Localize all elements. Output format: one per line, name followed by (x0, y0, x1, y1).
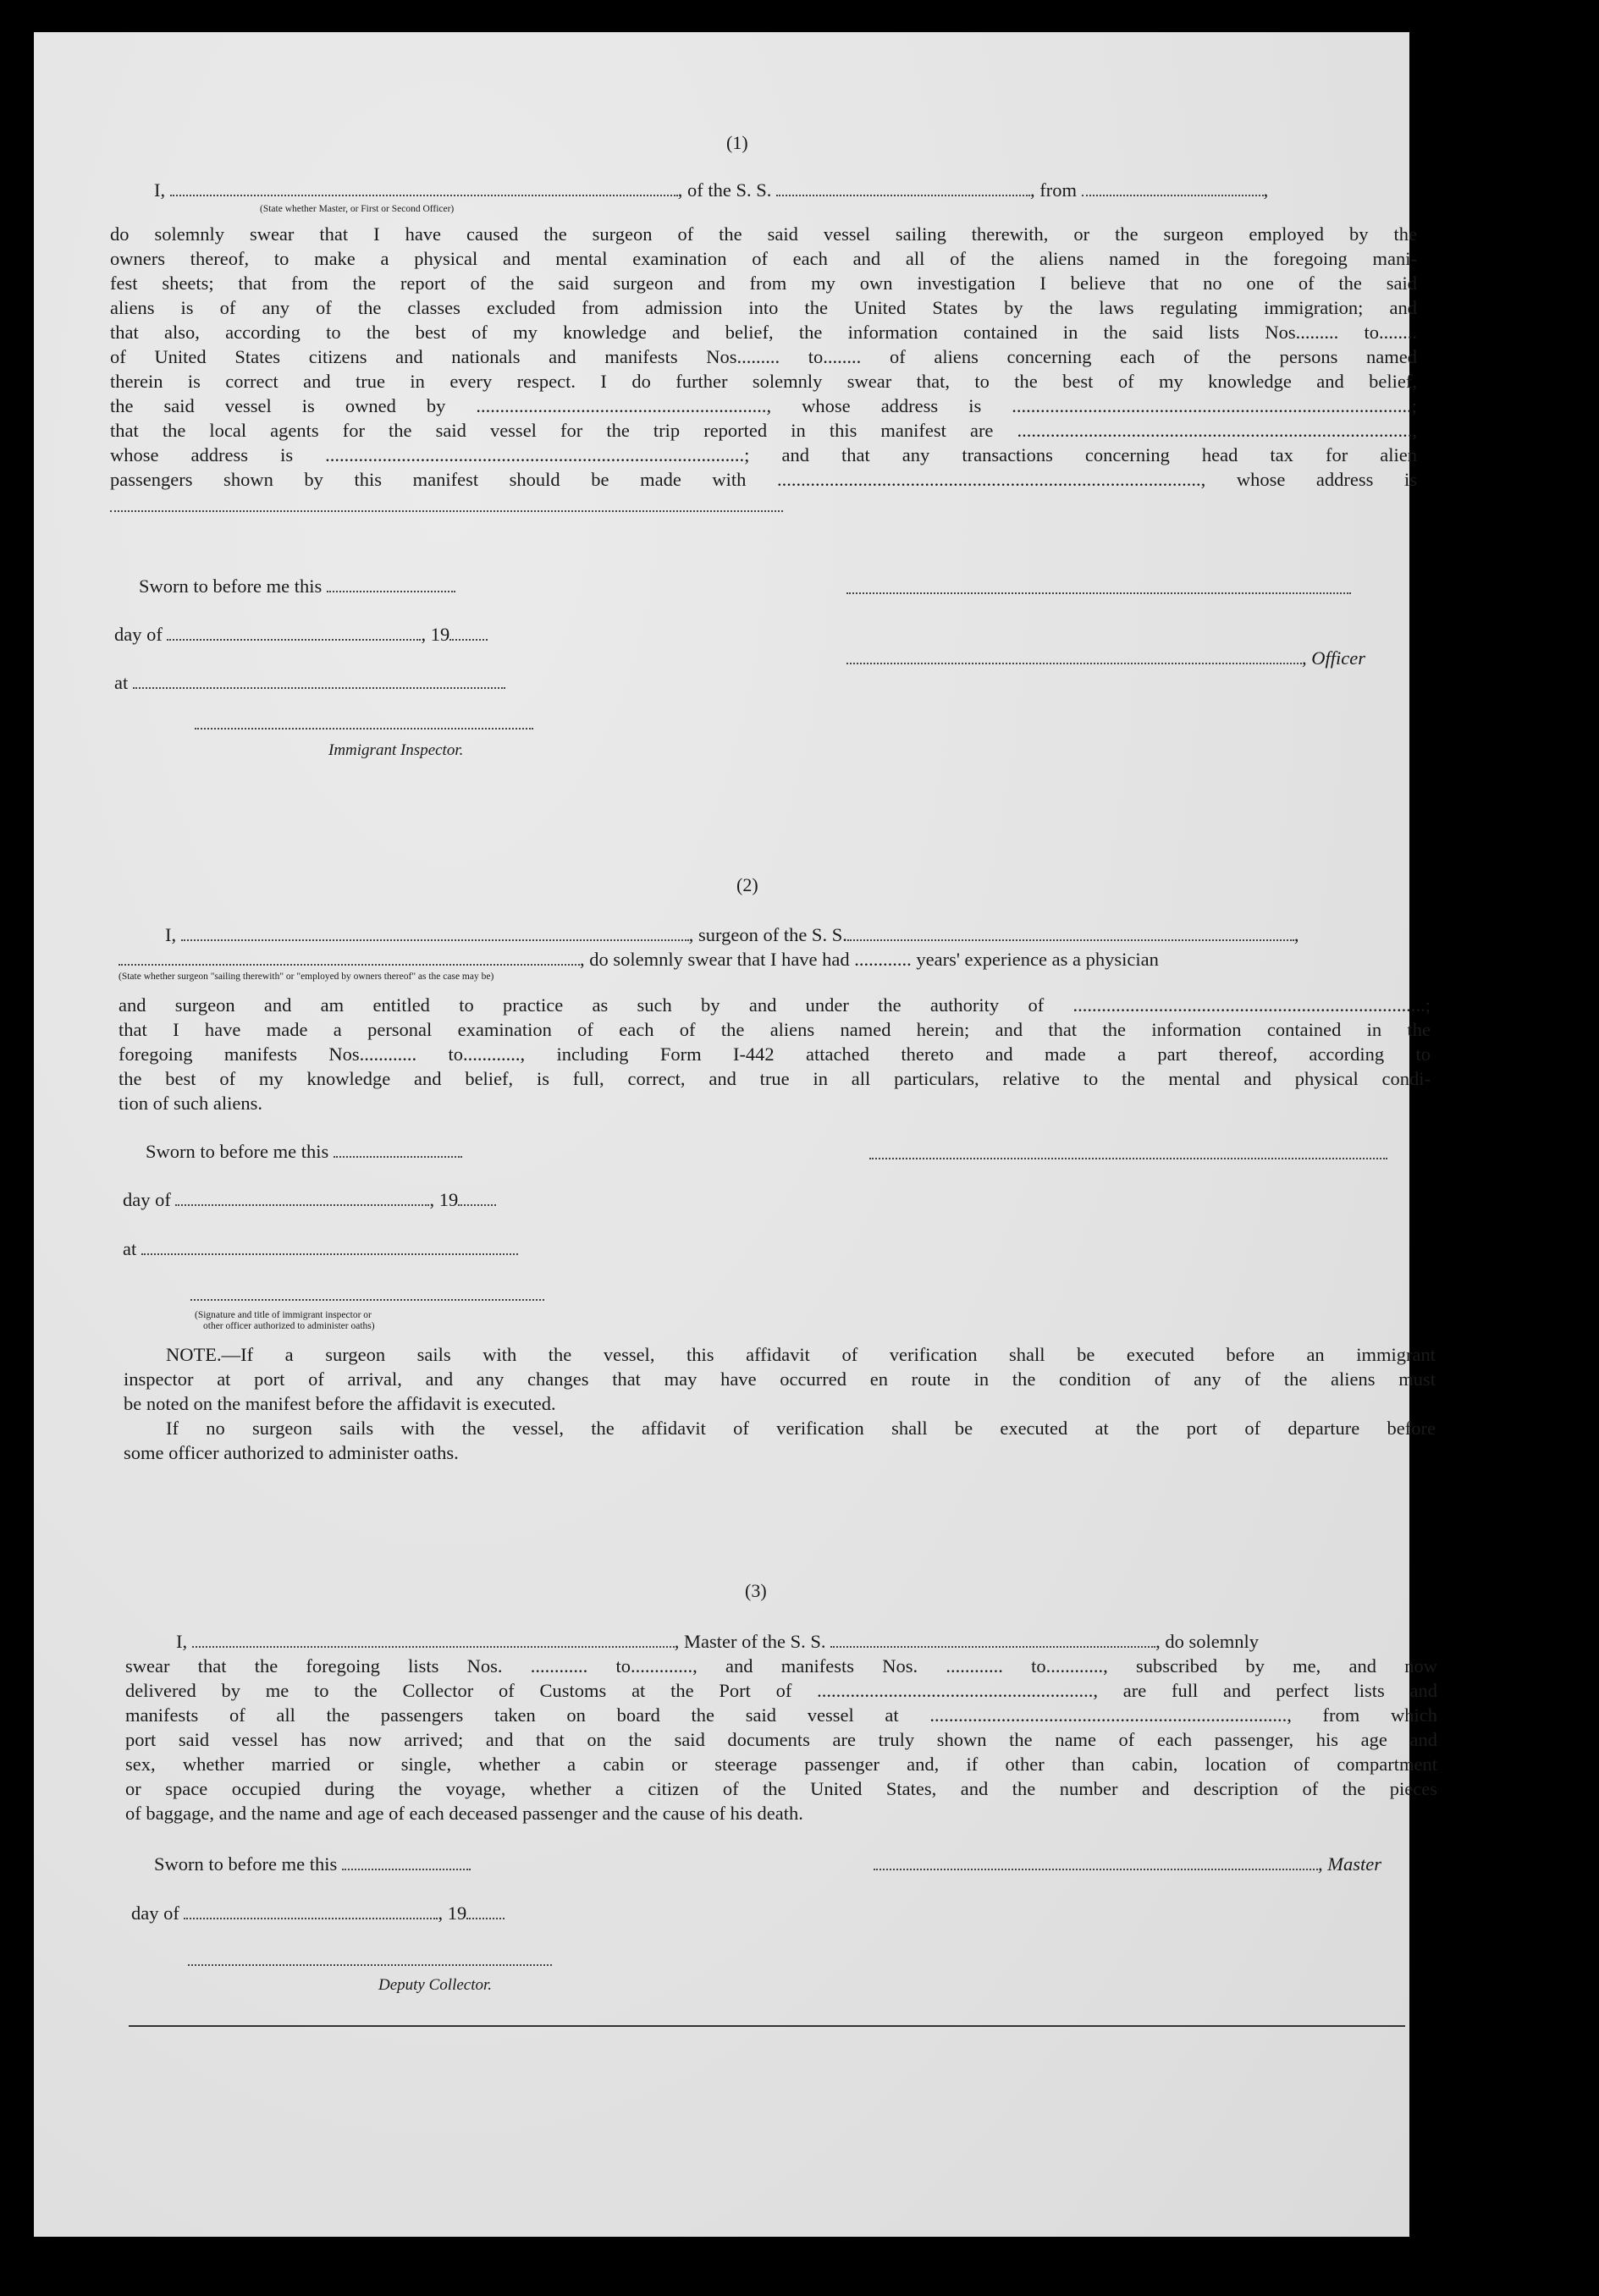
section-1-month-field[interactable] (167, 624, 421, 641)
punch-hole (1445, 89, 1487, 131)
section-1-para-line: do solemnly swear that I have caused the surgeon of the said vessel sailing therewith, or the surgeon employed by the (110, 223, 1417, 245)
section-1-officer (846, 646, 1365, 670)
section-1-para-line: that also, according to the best of my knowledge and belief, the information contained in the said lists Nos......... to........ (110, 322, 1417, 343)
vessel-name-field[interactable] (776, 179, 1030, 196)
punch-hole (1481, 1117, 1524, 1159)
section-1-day-of (114, 622, 488, 647)
section-3-line1-middle: , Master of the S. S. (674, 1631, 826, 1652)
section-2-surgeon-signature-line[interactable] (869, 1158, 1387, 1159)
section-3-master (874, 1852, 1381, 1876)
section-1-at-field[interactable] (133, 672, 505, 689)
section-1-para-line: therein is correct and true in every respect. I do further solemnly swear that, to the best of my knowledge and belief, (110, 371, 1417, 392)
section-2-heading: (2) (736, 874, 758, 895)
section-1-para-line: that the local agents for the said vessel for the trip reported in this manifest are ..................................................................................., (110, 420, 1417, 441)
section-2-sworn-label: Sworn to before me this (146, 1141, 329, 1162)
section-3-line1-end: , do solemnly (1155, 1631, 1259, 1652)
section-3-year-field[interactable] (466, 1902, 505, 1919)
section-1-heading: (1) (726, 132, 748, 153)
punch-hole (1475, 2165, 1515, 2205)
section-2-note-line: inspector at port of arrival, and any changes that may have occurred en route in the condition of any of the aliens must (124, 1368, 1436, 1390)
section-3-sworn-label: Sworn to before me this (154, 1853, 338, 1875)
section-1-inspector-label: Immigrant Inspector. (328, 741, 464, 759)
section-2-line1-tail: , (1293, 924, 1299, 945)
punch-hole (1464, 1505, 1504, 1545)
section-1-line1-end: , from (1030, 179, 1078, 201)
section-2-para-line: foregoing manifests Nos............ to............, including Form I-442 attached thereto and made a part thereof, according to (119, 1043, 1431, 1065)
section-2-line1-middle: , surgeon of the S. S. (688, 924, 847, 945)
section-1-para-line: whose address is ........................................................................................; and that any transactions concerning head tax for alien (110, 444, 1417, 465)
section-1-para-line: fest sheets; that from the report of the said surgeon and from my own investigation I believe that no one of the said (110, 273, 1417, 294)
form-page (34, 32, 1437, 2237)
note-text: —If a surgeon sails with the vessel, this affidavit of verification shall be executed before an immigrant (221, 1344, 1436, 1365)
section-3-deputy-label: Deputy Collector. (378, 1976, 493, 1994)
section-2-para-line: tion of such aliens. (119, 1093, 262, 1114)
section-2-line1-start: I, (165, 924, 177, 945)
section-1-para-line: passengers shown by this manifest should be made with ........................................................................................., whose address is (110, 469, 1417, 490)
section-3-para-line: of baggage, and the name and age of each deceased passenger and the cause of his death. (125, 1803, 803, 1824)
section-2-line2-text: , do solemnly swear that I have had ............ years' experience as a physician (580, 949, 1159, 970)
section-1-line1 (154, 178, 1415, 202)
section-2-para-line: the best of my knowledge and belief, is full, correct, and true in all particulars, relative to the mental and physical condi- (119, 1068, 1431, 1089)
section-3-master-label: , Master (1318, 1853, 1381, 1875)
section-1-officer-label: , Officer (1302, 647, 1365, 669)
section-3-day-of (131, 1901, 505, 1925)
section-2-sworn-date-field[interactable] (334, 1141, 462, 1158)
section-1-line1-note: (State whether Master, or First or Second Officer) (260, 204, 455, 214)
punch-hole (1448, 620, 1489, 661)
section-2-year-field[interactable] (458, 1189, 496, 1206)
section-2-line2 (119, 947, 1159, 972)
section-3-month-field[interactable] (184, 1902, 438, 1919)
section-3-heading: (3) (745, 1580, 767, 1601)
section-2-sig-note-1: (Signature and title of immigrant inspector or (195, 1310, 372, 1320)
section-3-para-line: delivered by me to the Collector of Customs at the Port of .........................................................., are full and perfect lists and (125, 1680, 1437, 1701)
section-2-month-field[interactable] (175, 1189, 429, 1206)
section-1-officer-signature-line[interactable] (846, 592, 1351, 594)
section-2-para-line: and surgeon and am entitled to practice as such by and under the authority of ..........................................................................; (119, 994, 1431, 1016)
section-2-day-of (123, 1187, 496, 1212)
section-3-sworn (154, 1852, 471, 1876)
section-3-para-line: or space occupied during the voyage, whether a citizen of the United States, and the number and description of the pieces (125, 1778, 1437, 1799)
section-3-para-line: manifests of all the passengers taken on board the said vessel at ..........................................................................., from which (125, 1704, 1437, 1726)
section-3-para-line: sex, whether married or single, whether a cabin or steerage passenger and, if other than cabin, location of compartment (125, 1754, 1437, 1775)
section-3-para-line: port said vessel has now arrived; and that on the said documents are truly shown the name of each passenger, his age and (125, 1729, 1437, 1750)
section-1-officer-field[interactable] (846, 647, 1302, 664)
section-3-master-signature-field[interactable] (874, 1853, 1318, 1870)
section-2-sworn (146, 1139, 462, 1164)
section-1-para-line: aliens is of any of the classes excluded from admission into the United States by the laws regulating immigration; and (110, 297, 1417, 318)
section-2-note (124, 1342, 1436, 1465)
note-label: NOTE. (166, 1344, 222, 1365)
section-1-line1-middle: , of the S. S. (677, 179, 772, 201)
section-2-note-line: be noted on the manifest before the affidavit is executed. (124, 1393, 556, 1414)
section-1-line1-start: I, (154, 179, 166, 201)
section-2-paragraph (119, 993, 1431, 1115)
section-1-para-line: owners thereof, to make a physical and mental examination of each and all of the aliens named in the foregoing mani- (110, 248, 1417, 269)
section-2-para-line: that I have made a personal examination of each of the aliens named herein; and that the information contained in the (119, 1019, 1431, 1040)
section-2-at-label: at (123, 1238, 137, 1259)
section-1-sworn-label: Sworn to before me this (139, 575, 323, 597)
section-3-line1 (176, 1629, 1436, 1654)
section-1-para-line: the said vessel is owned by ............................................................., whose address is ....................................................................................; (110, 395, 1417, 416)
punch-hole (1450, 757, 1492, 800)
punch-hole (1468, 1637, 1507, 1676)
section-2-sig-note-2: other officer authorized to administer oaths) (203, 1321, 375, 1331)
punch-hole (1469, 245, 1508, 284)
section-2-note2-line: If no surgeon sails with the vessel, the affidavit of verification shall be executed at the port of departure before (166, 1418, 1436, 1439)
section-2-vessel-field[interactable] (847, 924, 1294, 941)
section-1-paragraph (110, 222, 1417, 492)
surgeon-status-field[interactable] (119, 949, 580, 966)
section-1-year-label: , 19 (421, 624, 450, 645)
section-1-at (114, 670, 505, 695)
from-port-field[interactable] (1082, 179, 1264, 196)
section-2-day-of-label: day of (123, 1189, 171, 1210)
section-3-vessel-field[interactable] (830, 1631, 1155, 1648)
section-3-line1-start: I, (176, 1631, 188, 1652)
section-3-day-of-label: day of (131, 1902, 179, 1924)
section-2-note-line (124, 1342, 1436, 1367)
section-1-at-label: at (114, 672, 129, 693)
section-3-master-name-field[interactable] (192, 1631, 675, 1648)
section-2-at (123, 1236, 518, 1261)
section-2-line2-note: (State whether surgeon "sailing therewith" or "employed by owners thereof" as the case may be) (119, 972, 494, 982)
punch-hole (1467, 2029, 1506, 2068)
section-1-trailing-dots[interactable] (110, 510, 783, 512)
section-3-paragraph (125, 1654, 1437, 1825)
section-1-inspector-signature-line[interactable] (195, 728, 533, 730)
section-1-sworn (139, 574, 455, 598)
section-2-officer-signature-line[interactable] (190, 1299, 544, 1301)
section-2-at-field[interactable] (141, 1238, 518, 1255)
section-1-line1-tail: , (1263, 179, 1269, 201)
section-1-year-field[interactable] (449, 624, 488, 641)
section-3-sworn-date-field[interactable] (342, 1853, 471, 1870)
bottom-rule (129, 2025, 1405, 2027)
master-name-field[interactable] (170, 179, 678, 196)
section-3-year-label: , 19 (438, 1902, 467, 1924)
section-1-para-line: of United States citizens and nationals and manifests Nos......... to........ of aliens concerning each of the persons named (110, 346, 1417, 367)
section-2-year-label: , 19 (429, 1189, 459, 1210)
section-2-line1 (165, 922, 1298, 947)
section-3-deputy-signature-line[interactable] (188, 1964, 552, 1966)
punch-hole (1468, 1989, 1508, 2029)
section-2-note2-line: some officer authorized to administer oaths. (124, 1442, 459, 1463)
section-1-day-of-label: day of (114, 624, 163, 645)
section-3-para-line: swear that the foregoing lists Nos. ............ to............., and manifests Nos. ............ to............, subscribed by me, and now (125, 1655, 1437, 1677)
surgeon-name-field[interactable] (181, 924, 689, 941)
section-1-sworn-date-field[interactable] (327, 575, 455, 592)
